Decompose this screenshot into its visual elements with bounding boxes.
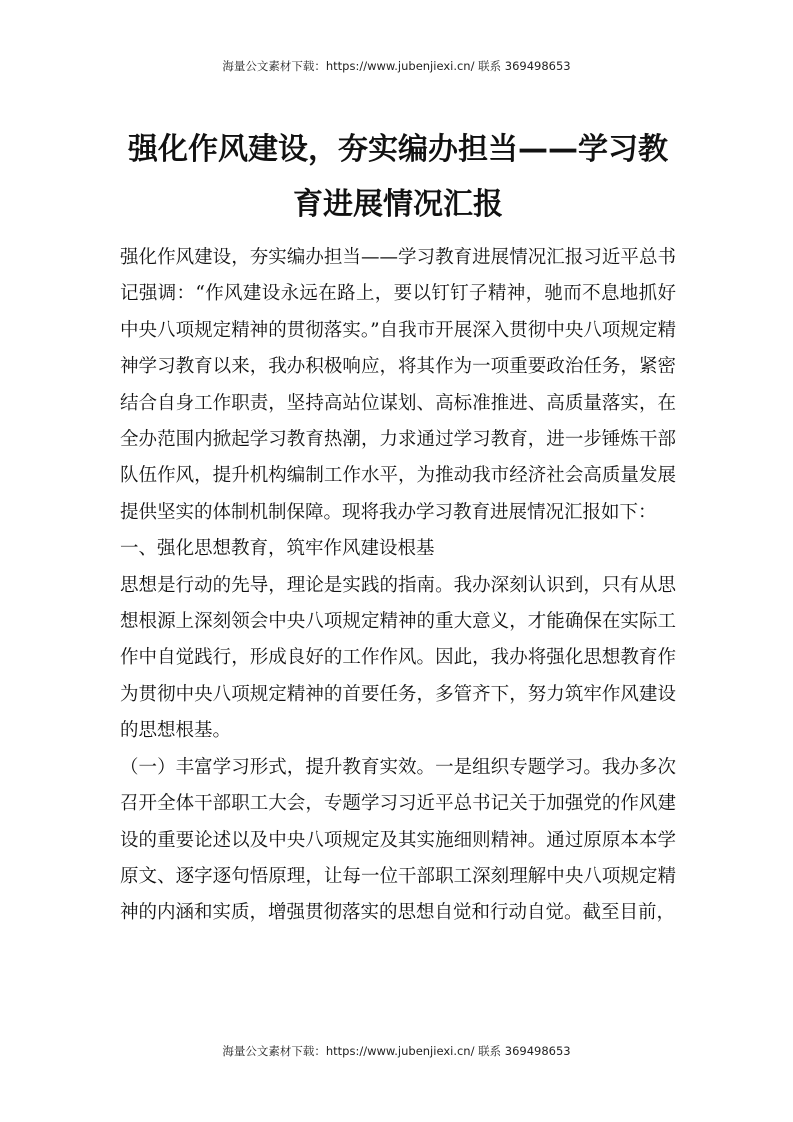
paragraph-subsection: （一）丰富学习形式，提升教育实效。一是组织专题学习。我办多次召开全体干部职工大会，专题学习习近平总书记关于加强党的作风建设的重要论述以及中央八项规定及其实施细则精神。通过原原本本学原文、逐字逐句悟原理，让每一位干部职工深刻理解中央八项规定精神的内涵和实质，增强贯彻落实的思想自觉和行动自觉。截至目前，	[120, 756, 676, 924]
document-body	[120, 240, 676, 932]
paragraph-intro: 强化作风建设，夯实编办担当——学习教育进展情况汇报习近平总书记强调：“作风建设永远在路上，要以钉钉子精神，驰而不息地抓好中央八项规定精神的贯彻落实。”自我市开展深入贯彻中央八项规定精神学习教育以来，我办积极响应，将其作为一项重要政治任务，紧密结合自身工作职责，坚持高站位谋划、高标准推进、高质量落实，在全办范围内掀起学习教育热潮，力求通过学习教育，进一步锤炼干部队伍作风，提升机构编制工作水平，为推动我市经济社会高质量发展提供坚实的体制机制保障。现将我办学习教育进展情况汇报如下：	[120, 247, 676, 523]
document-title: 强化作风建设，夯实编办担当——学习教育进展情况汇报	[128, 132, 668, 222]
paragraph-section-intro: 思想是行动的先导，理论是实践的指南。我办深刻认识到，只有从思想根源上深刻领会中央八项规定精神的重大意义，才能确保在实际工作中自觉践行，形成良好的工作作风。因此，我办将强化思想教育作为贯彻中央八项规定精神的首要任务，多管齐下，努力筑牢作风建设的思想根基。	[120, 574, 676, 742]
page-header: 海量公文素材下载：https://www.jubenjiexi.cn/ 联系 369498653	[222, 59, 571, 73]
page-footer: 海量公文素材下载：https://www.jubenjiexi.cn/ 联系 369498653	[222, 1044, 571, 1058]
section-heading: 一、强化思想教育，筑牢作风建设根基	[120, 538, 435, 560]
